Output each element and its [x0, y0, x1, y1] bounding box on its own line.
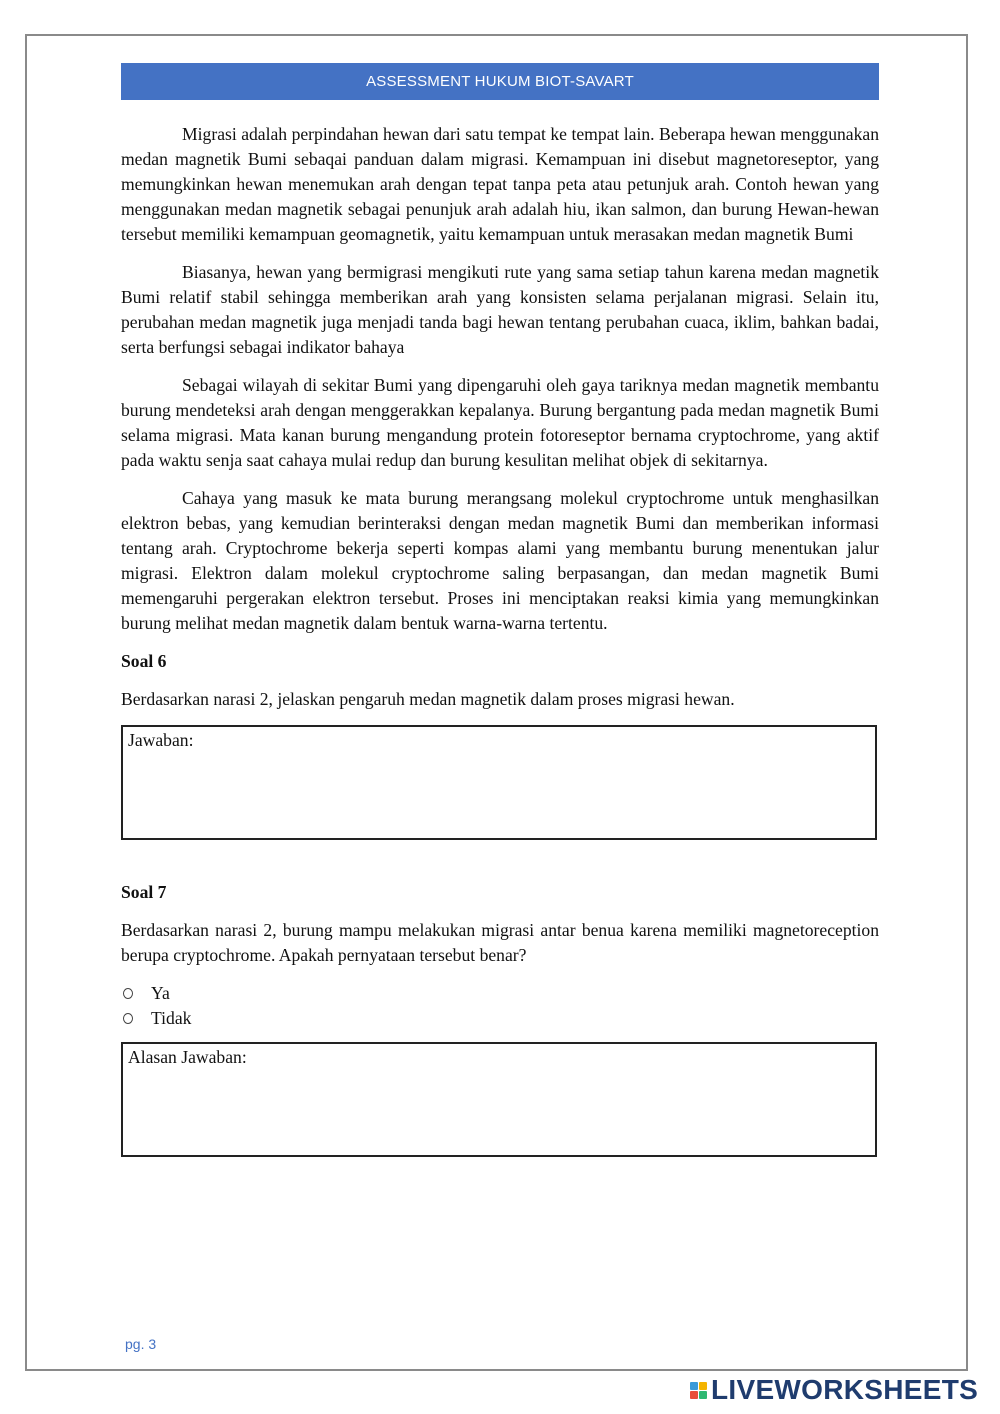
worksheet-content [121, 122, 879, 1195]
soal-6-title: Soal 6 [121, 651, 167, 671]
soal-6-question: Berdasarkan narasi 2, jelaskan pengaruh medan magnetik dalam proses migrasi hewan. [121, 689, 735, 709]
radio-icon[interactable] [123, 988, 133, 999]
logo-square-blue [690, 1382, 698, 1390]
soal-7-options [121, 981, 879, 1031]
logo-square-green [699, 1391, 707, 1399]
option-tidak-label: Tidak [151, 1008, 192, 1028]
option-ya-label: Ya [151, 983, 170, 1003]
logo-square-red [690, 1391, 698, 1399]
page-number: pg. 3 [125, 1336, 157, 1352]
narrative-paragraph-4: Cahaya yang masuk ke mata burung merangsang molekul cryptochrome untuk menghasilkan elektron bebas, yang kemudian berinteraksi dengan medan magnetik Bumi dan memberikan informasi tentang arah. Cryptochrome bekerja seperti kompas alami yang membantu burung menentukan jalur migrasi. Elektron dalam molekul cryptochrome saling berpasangan, dan medan magnetik Bumi memengaruhi pergerakan elektron tersebut. Proses ini menciptakan reaksi kimia yang memungkinkan burung melihat medan magnetik dalam bentuk warna-warna tertentu. [121, 488, 879, 633]
soal-7-reason-box[interactable] [121, 1042, 877, 1157]
soal-7-reason-label: Alasan Jawaban: [128, 1047, 247, 1067]
option-tidak[interactable] [121, 1006, 879, 1031]
liveworksheets-logo-icon [690, 1382, 707, 1399]
option-ya[interactable] [121, 981, 879, 1006]
soal-7-question: Berdasarkan narasi 2, burung mampu melakukan migrasi antar benua karena memiliki magnetoreception berupa cryptochrome. Apakah pernyataan tersebut benar? [121, 920, 879, 965]
narrative-paragraph-2: Biasanya, hewan yang bermigrasi mengikuti rute yang sama setiap tahun karena medan magnetik Bumi relatif stabil sehingga memberikan arah yang konsisten selama perjalanan migrasi. Selain itu, perubahan medan magnetik juga menjadi tanda bagi hewan tentang perubahan cuaca, iklim, bahkan badai, serta berfungsi sebagai indikator bahaya [121, 262, 879, 357]
header-bar [121, 63, 879, 100]
soal-7-title: Soal 7 [121, 882, 167, 902]
radio-icon[interactable] [123, 1013, 133, 1024]
logo-square-yellow [699, 1382, 707, 1390]
brand-logo [690, 1374, 978, 1406]
narrative-paragraph-3: Sebagai wilayah di sekitar Bumi yang dipengaruhi oleh gaya tariknya medan magnetik membantu burung mendeteksi arah dengan menggerakkan kepalanya. Burung bergantung pada medan magnetik Bumi selama migrasi. Mata kanan burung mengandung protein fotoreseptor bernama cryptochrome, yang aktif pada waktu senja saat cahaya mulai redup dan burung kesulitan melihat objek di sekitarnya. [121, 375, 879, 470]
narrative-paragraph-1: Migrasi adalah perpindahan hewan dari satu tempat ke tempat lain. Beberapa hewan menggunakan medan magnetik Bumi sebaqai panduan dalam migrasi. Kemampuan ini disebut magnetoreseptor, yang memungkinkan hewan menemukan arah dengan tepat tanpa peta atau petunjuk arah. Contoh hewan yang menggunakan medan magnetik sebagai penunjuk arah adalah hiu, ikan salmon, dan burung Hewan-hewan tersebut memiliki kemampuan geomagnetik, yaitu kemampuan untuk merasakan medan magnetik Bumi [121, 124, 879, 244]
soal-6-answer-label: Jawaban: [128, 730, 194, 750]
soal-6-answer-box[interactable] [121, 725, 877, 840]
header-title: ASSESSMENT HUKUM BIOT-SAVART [366, 73, 634, 90]
brand-name: LIVEWORKSHEETS [711, 1374, 979, 1405]
